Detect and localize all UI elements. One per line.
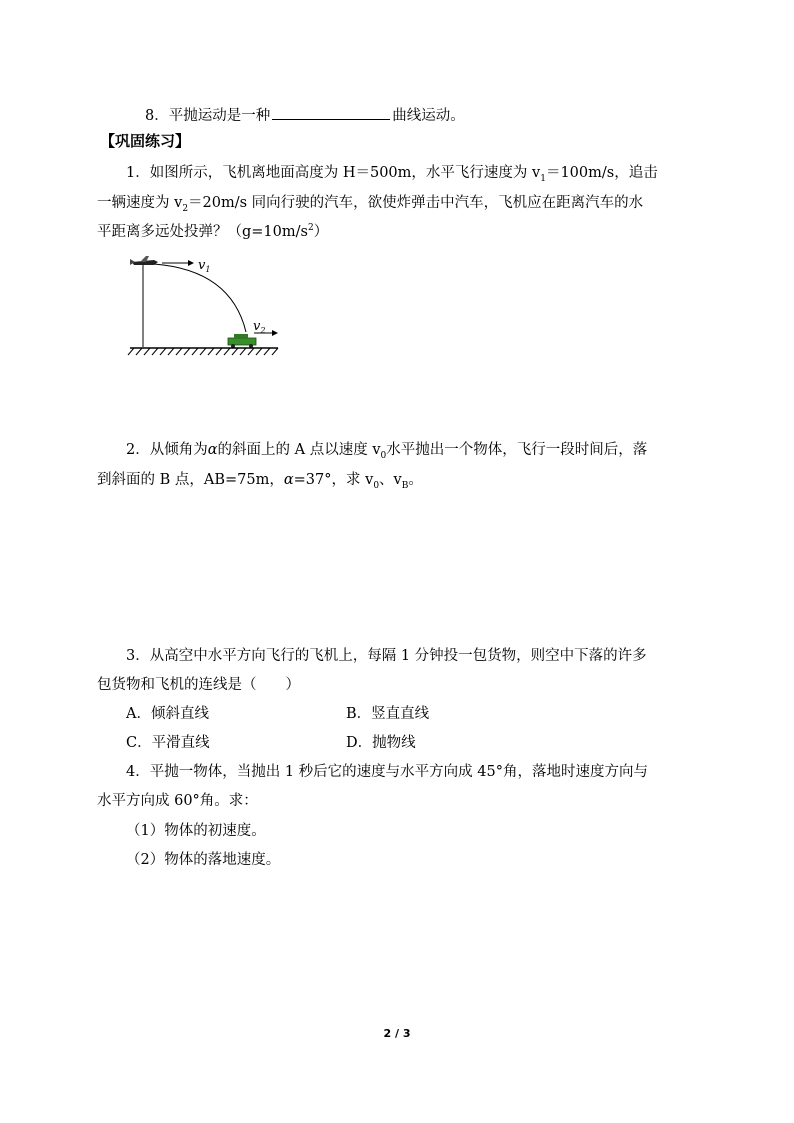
p1-text: 1．如图所示，飞机离地面高度为 H＝500m，水平飞行速度为 v (126, 165, 541, 181)
p2-text: 到斜面的 B 点，AB=75m， (97, 472, 284, 488)
p1-text: ＝100m/s，追击 (545, 165, 658, 181)
p2-text: 的斜面上的 A 点以速度 v (217, 442, 381, 458)
problem-4-sub-1: （1）物体的初速度。 (126, 823, 266, 839)
problem-3-line-2: 包货物和飞机的连线是（ ） (97, 677, 300, 693)
problem-2-line-1 (126, 440, 647, 460)
question-8 (145, 105, 465, 126)
problem-1-line-1 (126, 163, 658, 183)
problem-4-sub-2: （2）物体的落地速度。 (126, 852, 281, 868)
option-a[interactable]: A．倾斜直线 (126, 706, 209, 722)
problem-4-line-1: 4．平抛一物体，当抛出 1 秒后它的速度与水平方向成 45°角，落地时速度方向与 (126, 764, 648, 780)
p2-subscript: B (401, 480, 409, 491)
p1-text: 一辆速度为 v (97, 195, 183, 211)
p2-subscript: 0 (380, 450, 387, 461)
alpha-symbol: α (207, 442, 218, 458)
p2-subscript: 0 (373, 480, 380, 491)
p1-superscript: 2 (307, 223, 314, 234)
alpha-symbol: α (283, 472, 294, 488)
p1-text: ） (313, 224, 329, 240)
section-heading: 【巩固练习】 (100, 132, 191, 150)
ground (128, 348, 278, 355)
q8-text-before: 8．平抛运动是一种 (145, 108, 271, 124)
p1-text: 平距离多远处投弹？（g=10m/s (97, 224, 308, 240)
label-v2: $v_2$ (253, 319, 266, 335)
label-v1: $v_1$ (198, 258, 211, 274)
answer-blank[interactable] (272, 105, 390, 120)
problem-1-line-2 (97, 193, 643, 213)
p2-text: 2．从倾角为 (126, 442, 208, 458)
problem-4-line-2: 水平方向成 60°角。求： (97, 793, 258, 809)
option-b[interactable]: B．竖直直线 (346, 706, 430, 722)
problem-2-line-2 (97, 470, 423, 490)
p1-subscript: 1 (540, 173, 546, 184)
p2-text: 。 (408, 472, 423, 488)
trajectory-curve (154, 264, 246, 332)
p2-text: =37°，求 v (293, 472, 374, 488)
p2-text: 水平抛出一个物体，飞行一段时间后，落 (386, 442, 648, 458)
option-d[interactable]: D．抛物线 (346, 735, 416, 751)
q8-text-after: 曲线运动。 (392, 108, 465, 124)
car-icon (228, 334, 256, 348)
p1-subscript: 2 (182, 203, 189, 214)
page-number: 2 / 3 (383, 1027, 411, 1040)
option-c[interactable]: C．平滑直线 (126, 735, 210, 751)
airplane-icon (130, 256, 158, 265)
p1-text: ＝20m/s 同向行驶的汽车，欲使炸弹击中汽车，飞机应在距离汽车的水 (188, 195, 644, 211)
plane-car-diagram (126, 252, 286, 362)
p2-text: 、v (379, 472, 402, 488)
problem-3-line-1: 3．从高空中水平方向飞行的飞机上，每隔 1 分钟投一包货物，则空中下落的许多 (126, 648, 647, 664)
problem-1-line-3 (97, 222, 328, 242)
